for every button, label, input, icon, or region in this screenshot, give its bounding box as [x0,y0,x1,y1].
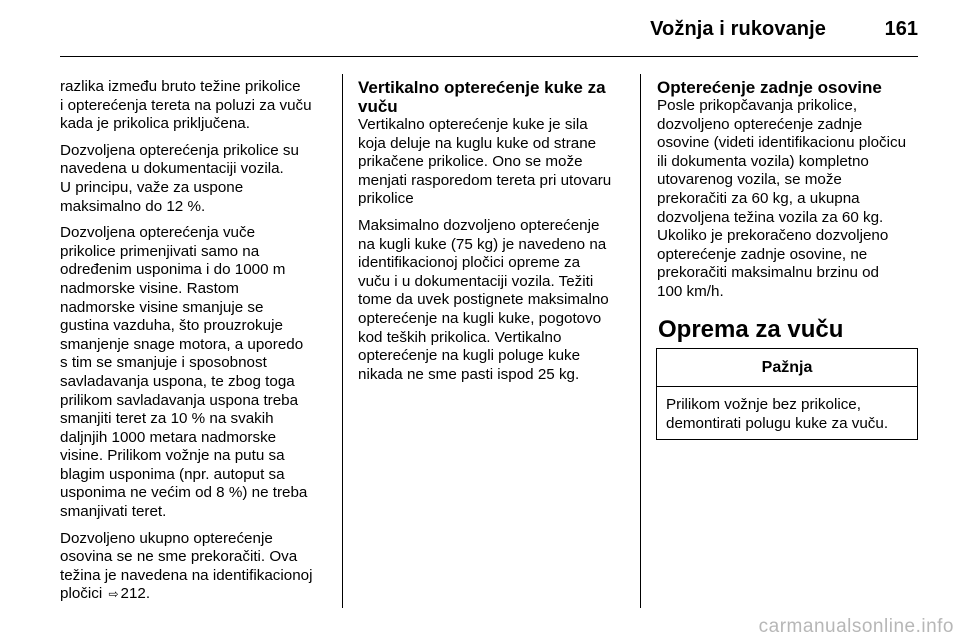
axle-load-text: Dozvoljeno ukupno opterećenje osovina se ne sme prekoračiti. Ova težina je navedena na identifikacionoj pločici [60,529,313,603]
paragraph-rear-axle-load: Posle prikopčavanja prikolice, dozvoljeno opterećenje zadnje osovine (videti identifikacionu pločicu ili dokumenta vozila) kompletno utovarenog vozila, se može prekoračiti za 60 kg, a ukupna dozvoljena težina vozila za 60 kg. Ukoliko je prekoračeno dozvoljeno opterećenje zadnje osovine, ne prekoračiti maksimalnu brzinu od 100 km/h. [657,97,907,300]
section-title-towing-equipment: Oprema za vuču [658,316,844,343]
page-number: 161 [884,18,918,40]
column-right [657,78,921,310]
paragraph-weight-difference: razlika između bruto težine prikolice i opterećenja tereta na poluzi za vuču kada je prikolica priključena. [60,78,312,133]
paragraph-max-vertical-load: Maksimalno dozvoljeno opterećenje na kugli kuke (75 kg) je navedeno na identifikacionoj pločici opreme za vuču i u dokumentaciji vozila. Težiti tome da uvek postignete maksimalno opterećenje na kugli kuke, pogotovo kod teških prikolica. Vertikalno opterećenje na kugli poluge kuke nikada ne sme pasti ispod 25 kg. [358,216,609,383]
arrow-right-reference-icon[interactable]: ⇨ [108,587,119,602]
watermark: carmanualsonline.info [758,616,954,637]
heading-rear-axle-load: Opterećenje zadnje osovine [657,78,882,97]
column-divider-1 [342,74,343,608]
column-divider-2 [640,74,641,608]
notice-box [656,348,918,440]
page-header [60,0,918,57]
chapter-title: Vožnja i rukovanje [650,18,826,40]
paragraph-permitted-loads: Dozvoljena opterećenja prikolice su navedena u dokumentaciji vozila. U principu, važe za uspone maksimalno do 12 %. [60,141,299,215]
column-left [60,78,332,612]
paragraph-vertical-load-definition: Vertikalno opterećenje kuke je sila koja deluje na kuglu kuke od strane prikačene prikolice. Ono se može menjati rasporedom tereta pri utovaru prikolice [358,116,612,208]
heading-vertical-load: Vertikalno opterećenje kuke za vuču [358,78,606,116]
paragraph-altitude: Dozvoljena opterećenja vuče prikolice primenjivati samo na određenim usponima i do 1000 m nadmorske visine. Rastom nadmorske visine smanjuje se gustina vazduha, što prouzrokuje smanjenje snage motora, a uporedo s tim se smanjuje i sposobnost savladavanja uspona, te zbog toga prilikom savladavanja uspona treba smanjiti teret za 10 % na svakih daljnjih 1000 metara nadmorske visine. Prilikom vožnje na putu sa blagim usponima (npr. autoput sa usponima ne većim od 8 %) ne treba smanjivati teret. [60,224,308,521]
notice-body: Prilikom vožnje bez prikolice, demontirati polugu kuke za vuču. [666,396,889,432]
paragraph-axle-load [60,530,332,604]
notice-heading: Pažnja [657,349,917,387]
column-middle [358,78,622,392]
page-reference[interactable]: 212. [120,585,151,603]
